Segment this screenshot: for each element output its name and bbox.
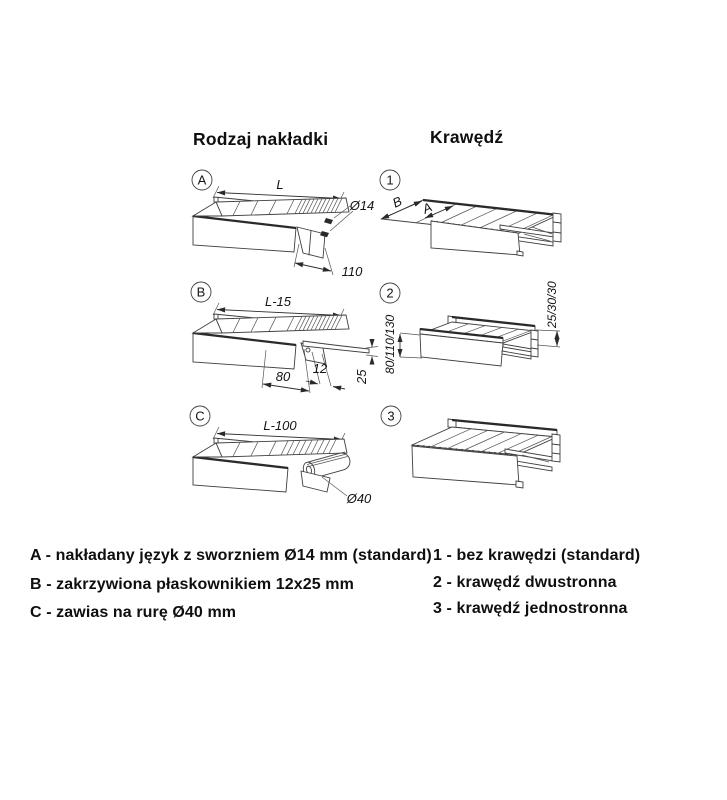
column-header-overlay-type: Rodzaj nakładki [193, 129, 329, 149]
tube-hinge [301, 451, 352, 492]
drawing-edge-2 [380, 281, 560, 374]
dim-label-b-offset: 80 [275, 369, 291, 384]
drawing-variant-a [192, 170, 374, 279]
pin-top [324, 218, 333, 224]
edge-1-marker [380, 170, 400, 190]
dim-label-a-pin-diameter: Ø14 [349, 198, 375, 213]
dim-label-c-tube-diameter: Ø40 [346, 491, 372, 506]
variant-a-marker-label: A [197, 172, 207, 188]
legend-item-a: A - nakładany język z sworzniem Ø14 mm (standard) [30, 547, 432, 564]
edge-3-marker [381, 406, 401, 426]
drawing-edge-3 [381, 406, 560, 488]
drawing-variant-b [191, 282, 378, 393]
variant-c-marker [190, 406, 210, 426]
legend-item-1: 1 - bez krawędzi (standard) [433, 547, 641, 564]
variant-a-marker [192, 170, 212, 190]
dim-label-c-length: L-100 [263, 418, 297, 433]
drawing-edge-1 [380, 170, 561, 256]
dim-label-a-length: L [276, 177, 284, 192]
dim-label-e2-side-heights: 80/110/130 [383, 314, 397, 374]
dim-label-e2-edge-heights: 25/30/30 [545, 281, 559, 328]
dim-label-e1-inner-width: A [419, 199, 435, 217]
variant-b-marker-label: B [196, 284, 206, 300]
variant-b-marker [191, 282, 211, 302]
drawing-variant-c [190, 406, 372, 506]
dim-label-b-thickness: 12 [312, 361, 328, 376]
legend-item-b: B - zakrzywiona płaskownikiem 12x25 mm [30, 576, 354, 593]
legend-item-c: C - zawias na rurę Ø40 mm [30, 604, 237, 621]
dim-label-e1-total-width: B [389, 193, 405, 211]
edge-2-marker [380, 283, 400, 303]
legend-item-3: 3 - krawędź jednostronna [433, 600, 628, 617]
edge-1-marker-label: 1 [386, 172, 394, 188]
dim-label-b-length: L-15 [264, 294, 292, 309]
edge-3-marker-label: 3 [387, 408, 395, 424]
variant-c-marker-label: C [195, 408, 205, 424]
dim-label-a-tongue-length: 110 [341, 264, 363, 279]
column-header-edge: Krawędź [430, 127, 504, 147]
dim-label-b-bar-width: 25 [354, 369, 369, 384]
legend-item-2: 2 - krawędź dwustronna [433, 574, 617, 591]
edge-2-marker-label: 2 [386, 285, 394, 301]
